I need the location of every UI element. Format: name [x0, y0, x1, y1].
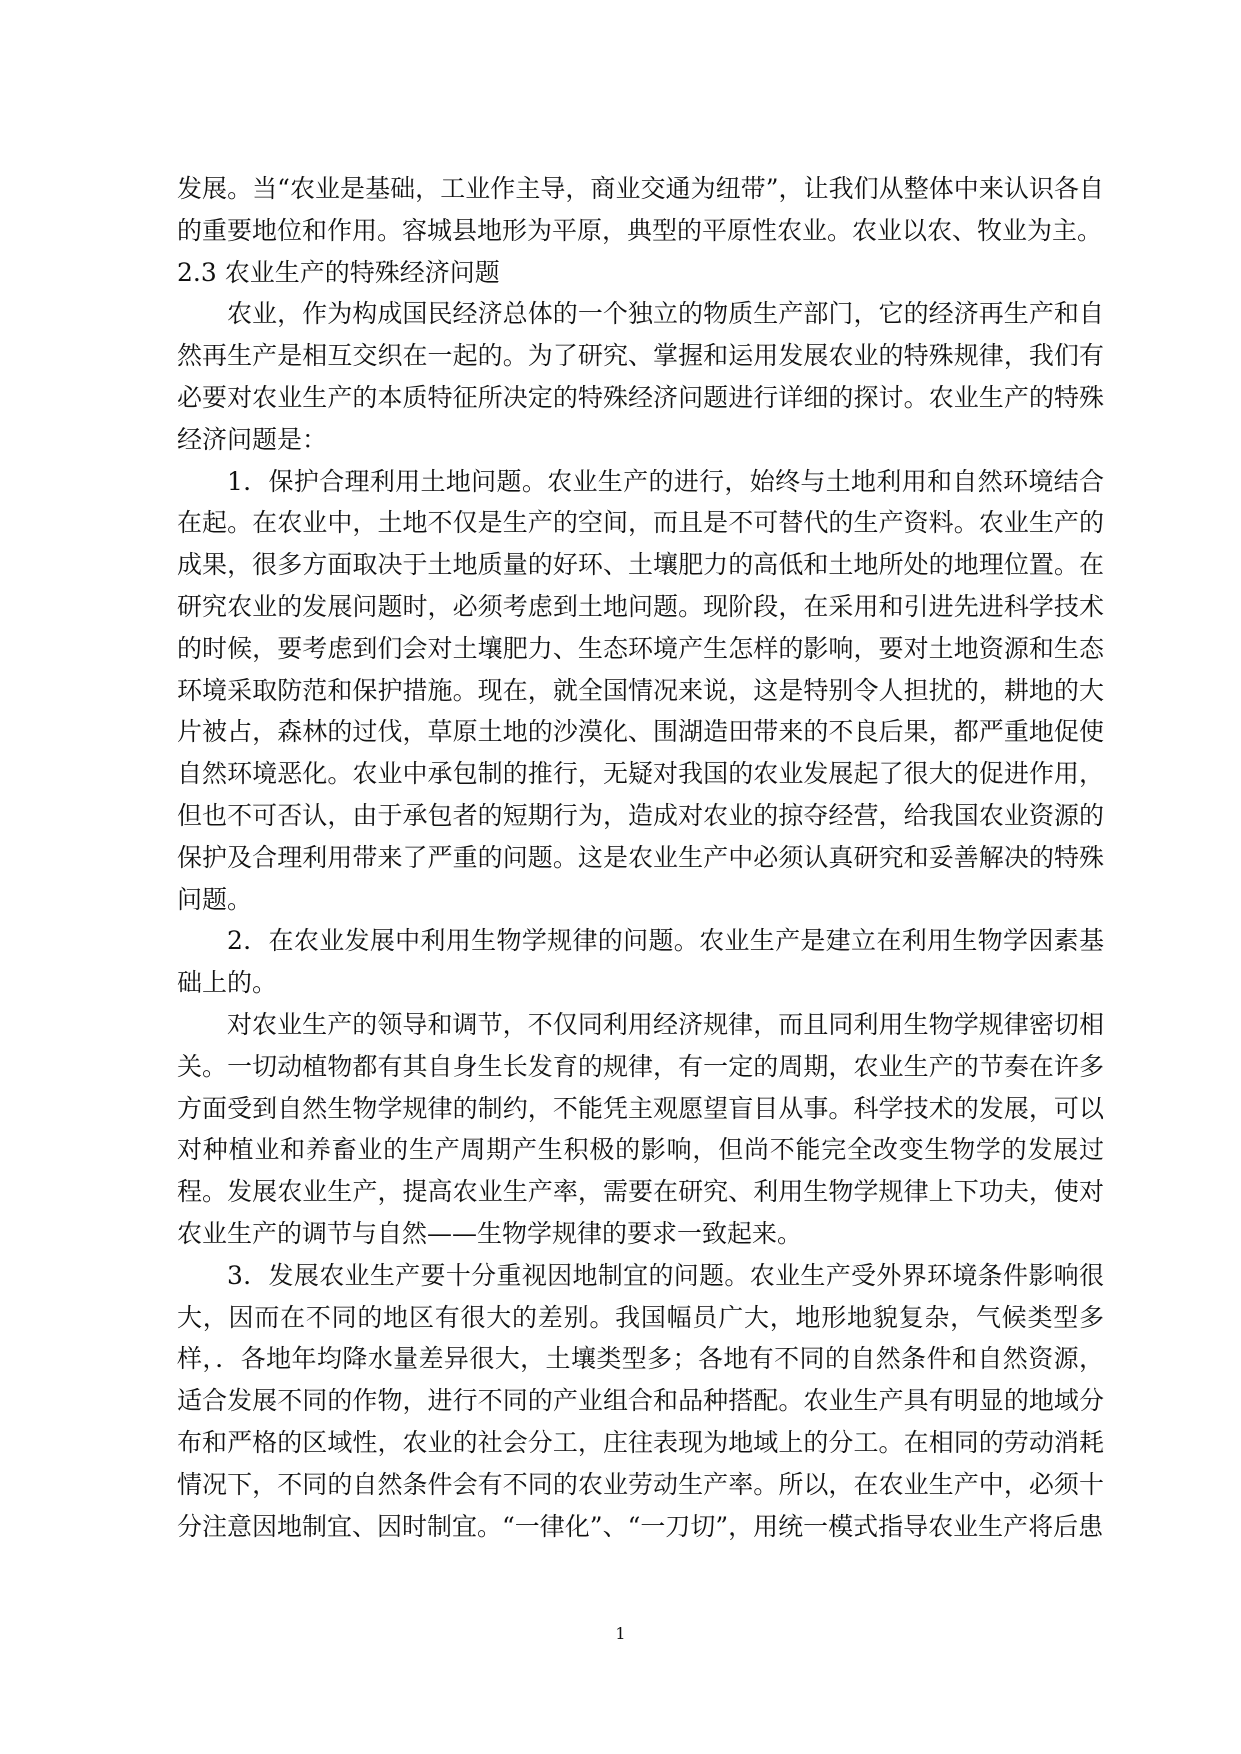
paragraph-continuation: 发展。当“农业是基础，工业作主导，商业交通为纽带”，让我们从整体中来认识各自的重要地位和作用。容城县地形为平原，典型的平原性农业。农业以农、牧业为主。 [177, 174, 1104, 245]
page-number: 1 [615, 1624, 626, 1643]
body-text [177, 168, 1104, 1547]
section-heading: 2.3 农业生产的特殊经济问题 [177, 257, 500, 287]
paragraph-item-2-detail: 对农业生产的领导和调节，不仅同利用经济规律，而且同利用生物学规律密切相关。一切动植物都有其自身生长发育的规律，有一定的周期，农业生产的节奏在许多方面受到自然生物学规律的制约，不能凭主观愿望盲目从事。科学技术的发展，可以对种植业和养畜业的生产周期产生积极的影响，但尚不能完全改变生物学的发展过程。发展农业生产，提高农业生产率，需要在研究、利用生物学规律上下功夫，使对农业生产的调节与自然——生物学规律的要求一致起来。 [177, 1009, 1104, 1248]
paragraph-item-1: 1．保护合理利用土地问题。农业生产的进行，始终与土地利用和自然环境结合在起。在农业中，土地不仅是生产的空间，而且是不可替代的生产资料。农业生产的成果，很多方面取决于土地质量的好环、土壤肥力的高低和土地所处的地理位置。在研究农业的发展问题时，必须考虑到土地问题。现阶段，在采用和引进先进科学技术的时候，要考虑到们会对土壤肥力、生态环境产生怎样的影响，要对土地资源和生态环境采取防范和保护措施。现在，就全国情况来说，这是特别令人担扰的，耕地的大片被占，森林的过伐，草原土地的沙漠化、围湖造田带来的不良后果，都严重地促使自然环境恶化。农业中承包制的推行，无疑对我国的农业发展起了很大的促进作用，但也不可否认，由于承包者的短期行为，造成对农业的掠夺经营，给我国农业资源的保护及合理利用带来了严重的问题。这是农业生产中必须认真研究和妥善解决的特殊问题。 [177, 466, 1104, 914]
paragraph-item-3: 3．发展农业生产要十分重视因地制宜的问题。农业生产受外界环境条件影响很大，因而在不同的地区有很大的差别。我国幅员广大，地形地貌复杂，气候类型多样，．各地年均降水量差异很大，土壤类型多；各地有不同的自然条件和自然资源，适合发展不同的作物，进行不同的产业组合和品种搭配。农业生产具有明显的地域分布和严格的区域性，农业的社会分工，庄往表现为地域上的分工。在相同的劳动消耗情况下，不同的自然条件会有不同的农业劳动生产率。所以，在农业生产中，必须十分注意因地制宜、因时制宜。“一律化”、“一刀切”，用统一模式指导农业生产将后患 [177, 1260, 1104, 1541]
paragraph-item-2: 2．在农业发展中利用生物学规律的问题。农业生产是建立在利用生物学因素基础上的。 [177, 926, 1104, 998]
paragraph-intro: 农业，作为构成国民经济总体的一个独立的物质生产部门，它的经济再生产和自然再生产是相互交织在一起的。为了研究、掌握和运用发展农业的特殊规律，我们有必要对农业生产的本质特征所决定的特殊经济问题进行详细的探讨。农业生产的特殊经济问题是： [177, 299, 1104, 454]
